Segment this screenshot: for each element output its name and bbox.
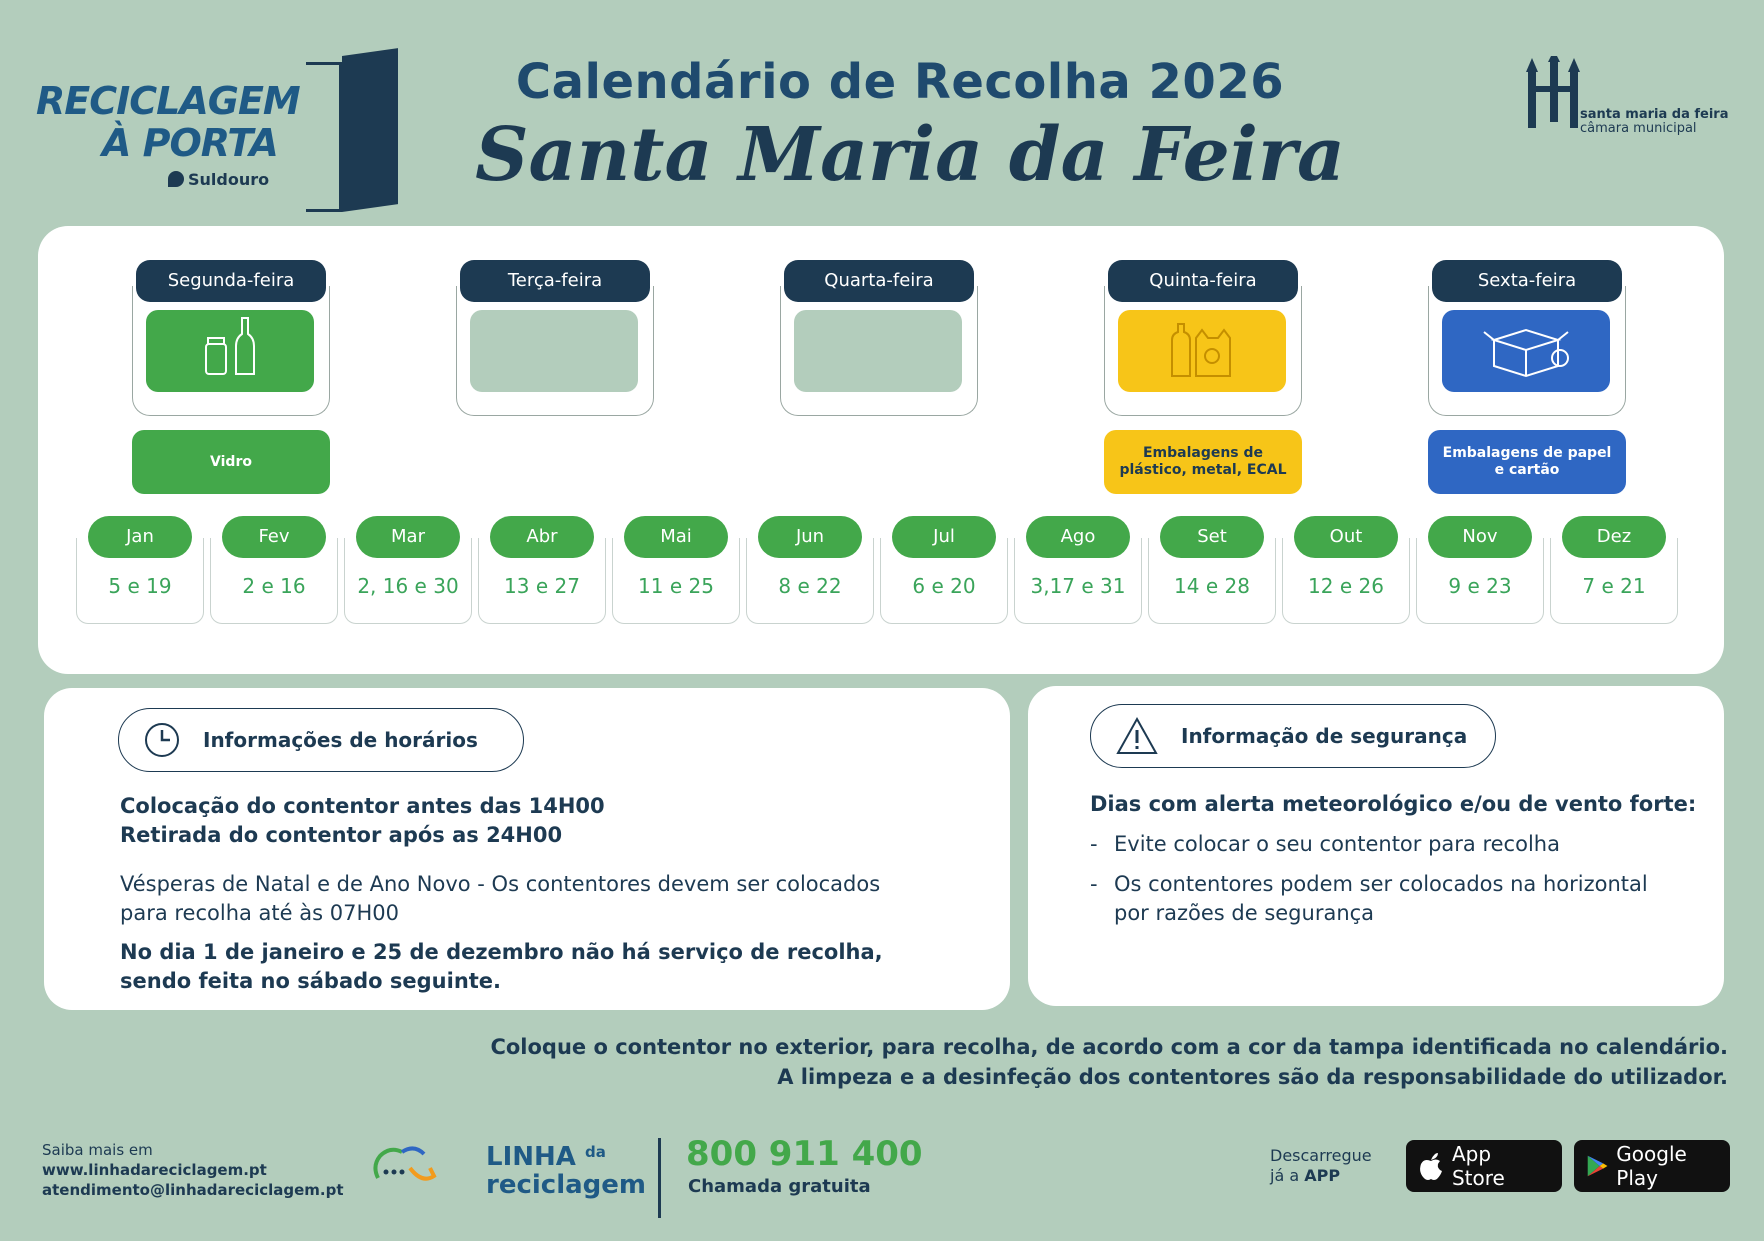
- safety-bullet-2-line1: Os contentores podem ser colocados na horizontal: [1114, 872, 1648, 896]
- material-label: Vidro: [132, 430, 330, 494]
- month-may: [612, 516, 742, 626]
- calendar-panel: [38, 226, 1724, 674]
- day-tab: Segunda-feira: [136, 260, 326, 302]
- paper-bin: [1442, 310, 1610, 392]
- linha-word: LINHA: [486, 1142, 576, 1172]
- linha-reciclagem-logo-icon: [370, 1138, 440, 1194]
- month-dates: 13 e 27: [478, 538, 606, 624]
- month-oct: [1282, 516, 1412, 626]
- month-tab: Jul: [892, 516, 996, 558]
- suldouro-label: Suldouro: [188, 170, 270, 189]
- reciclagem-logo: [36, 52, 376, 212]
- more-info-label: Saiba mais em: [42, 1141, 153, 1159]
- month-dates: 2 e 16: [210, 538, 338, 624]
- google-play-label: Google Play: [1616, 1142, 1687, 1190]
- google-play-button[interactable]: [1574, 1140, 1730, 1192]
- safety-bullet-1: - Evite colocar o seu contentor para recolha: [1090, 830, 1690, 859]
- contact-info: [42, 1140, 344, 1200]
- download-line2a: já a: [1270, 1166, 1305, 1185]
- note-line1: Coloque o contentor no exterior, para recolha, de acordo com a cor da tampa identificada no calendário.: [490, 1035, 1728, 1059]
- month-jul: [880, 516, 1010, 626]
- app-store-label: App Store: [1451, 1142, 1505, 1190]
- cardboard-box-icon: [1442, 310, 1610, 392]
- google-play-icon: [1586, 1152, 1608, 1180]
- schedule-info-panel: [44, 688, 1010, 1010]
- schedule-line3a: Vésperas de Natal e de Ano Novo - Os contentores devem ser colocados: [120, 872, 881, 896]
- website-link[interactable]: www.linhadareciclagem.pt: [42, 1161, 267, 1179]
- month-tab: Dez: [1562, 516, 1666, 558]
- month-tab: Ago: [1026, 516, 1130, 558]
- month-tab: Set: [1160, 516, 1264, 558]
- door-icon: [342, 48, 398, 212]
- month-dates: 5 e 19: [76, 538, 204, 624]
- month-mar: [344, 516, 474, 626]
- safety-bullet-2: - Os contentores podem ser colocados na horizontal por razões de segurança: [1090, 870, 1690, 928]
- month-dates: 9 e 23: [1416, 538, 1544, 624]
- logo-line2: À PORTA: [102, 121, 278, 165]
- door-frame-icon: [306, 62, 342, 212]
- bin-instructions-note: [490, 1032, 1728, 1092]
- safety-info-title: Informação de segurança: [1181, 724, 1468, 748]
- month-apr: [478, 516, 608, 626]
- linha-reciclagem-wordmark: [486, 1138, 646, 1199]
- safety-info-heading: [1090, 704, 1496, 768]
- day-tab: Terça-feira: [460, 260, 650, 302]
- glass-bottle-icon: [146, 310, 314, 392]
- packaging-bin: [1118, 310, 1286, 392]
- month-tab: Jan: [88, 516, 192, 558]
- page-subtitle: Santa Maria da Feira: [475, 112, 1345, 198]
- month-feb: [210, 516, 340, 626]
- empty-bin: [470, 310, 638, 392]
- month-tab: Fev: [222, 516, 326, 558]
- month-tab: Jun: [758, 516, 862, 558]
- month-jan: [76, 516, 206, 626]
- safety-bullet-1-text: Evite colocar o seu contentor para recolha: [1114, 832, 1560, 856]
- day-tab: Quarta-feira: [784, 260, 974, 302]
- glass-bin: [146, 310, 314, 392]
- schedule-info-title: Informações de horários: [203, 728, 478, 752]
- month-dates: 12 e 26: [1282, 538, 1410, 624]
- linha-reciclagem: reciclagem: [486, 1170, 646, 1200]
- download-line1: Descarregue: [1270, 1146, 1372, 1165]
- day-tab: Quinta-feira: [1108, 260, 1298, 302]
- page-title: Calendário de Recolha 2026: [515, 54, 1285, 110]
- month-nov: [1416, 516, 1546, 626]
- month-jun: [746, 516, 876, 626]
- month-dates: 2, 16 e 30: [344, 538, 472, 624]
- empty-bin: [794, 310, 962, 392]
- safety-info-panel: [1028, 686, 1724, 1006]
- month-dates: 11 e 25: [612, 538, 740, 624]
- month-sep: [1148, 516, 1278, 626]
- linha-da: da: [584, 1143, 606, 1161]
- suldouro-brand: [168, 170, 269, 189]
- month-tab: Nov: [1428, 516, 1532, 558]
- schedule-line2: Retirada do contentor após as 24H00: [120, 823, 563, 847]
- phone-note: Chamada gratuita: [688, 1176, 871, 1197]
- month-tab: Abr: [490, 516, 594, 558]
- day-tab: Sexta-feira: [1432, 260, 1622, 302]
- month-tab: Mai: [624, 516, 728, 558]
- municipality-line1: santa maria da feira: [1580, 107, 1729, 122]
- month-tab: Mar: [356, 516, 460, 558]
- month-aug: [1014, 516, 1144, 626]
- schedule-line3b: para recolha até às 07H00: [120, 901, 399, 925]
- schedule-text-2: [120, 870, 880, 928]
- schedule-text-1: [120, 792, 605, 850]
- month-dates: 8 e 22: [746, 538, 874, 624]
- logo-wordmark: [36, 80, 300, 164]
- footer-separator: [658, 1138, 661, 1218]
- municipality-line2: câmara municipal: [1580, 121, 1697, 136]
- month-tab: Out: [1294, 516, 1398, 558]
- months-row: [76, 516, 1688, 626]
- plastic-packaging-icon: [1118, 310, 1286, 392]
- material-label: Embalagens de plástico, metal, ECAL: [1104, 430, 1302, 494]
- month-dec: [1550, 516, 1680, 626]
- month-dates: 3,17 e 31: [1014, 538, 1142, 624]
- material-label: Embalagens de papel e cartão: [1428, 430, 1626, 494]
- email-link[interactable]: atendimento@linhadareciclagem.pt: [42, 1181, 344, 1199]
- apple-icon: [1418, 1151, 1444, 1181]
- month-dates: 6 e 20: [880, 538, 1008, 624]
- month-dates: 7 e 21: [1550, 538, 1678, 624]
- schedule-info-heading: [118, 708, 524, 772]
- note-line2: A limpeza e a desinfeção dos contentores são da responsabilidade do utilizador.: [777, 1065, 1728, 1089]
- safety-bullet-2-line2: por razões de segurança: [1114, 901, 1375, 925]
- phone-number[interactable]: 800 911 400: [686, 1134, 923, 1174]
- app-store-button[interactable]: [1406, 1140, 1562, 1192]
- download-app-label: [1270, 1146, 1372, 1186]
- municipality-name: [1580, 108, 1728, 136]
- warning-icon: [1115, 716, 1159, 756]
- schedule-line4a: No dia 1 de janeiro e 25 de dezembro não há serviço de recolha,: [120, 940, 883, 964]
- clock-icon: [143, 721, 181, 759]
- schedule-line4b: sendo feita no sábado seguinte.: [120, 969, 502, 993]
- schedule-text-3: [120, 938, 883, 996]
- download-line2b: APP: [1304, 1166, 1341, 1185]
- schedule-line1: Colocação do contentor antes das 14H00: [120, 794, 605, 818]
- logo-line1: RECICLAGEM: [36, 79, 300, 123]
- month-dates: 14 e 28: [1148, 538, 1276, 624]
- municipality-crest-icon: [1524, 56, 1584, 136]
- safety-heading: Dias com alerta meteorológico e/ou de vento forte:: [1090, 792, 1697, 816]
- suldouro-icon: [168, 171, 184, 187]
